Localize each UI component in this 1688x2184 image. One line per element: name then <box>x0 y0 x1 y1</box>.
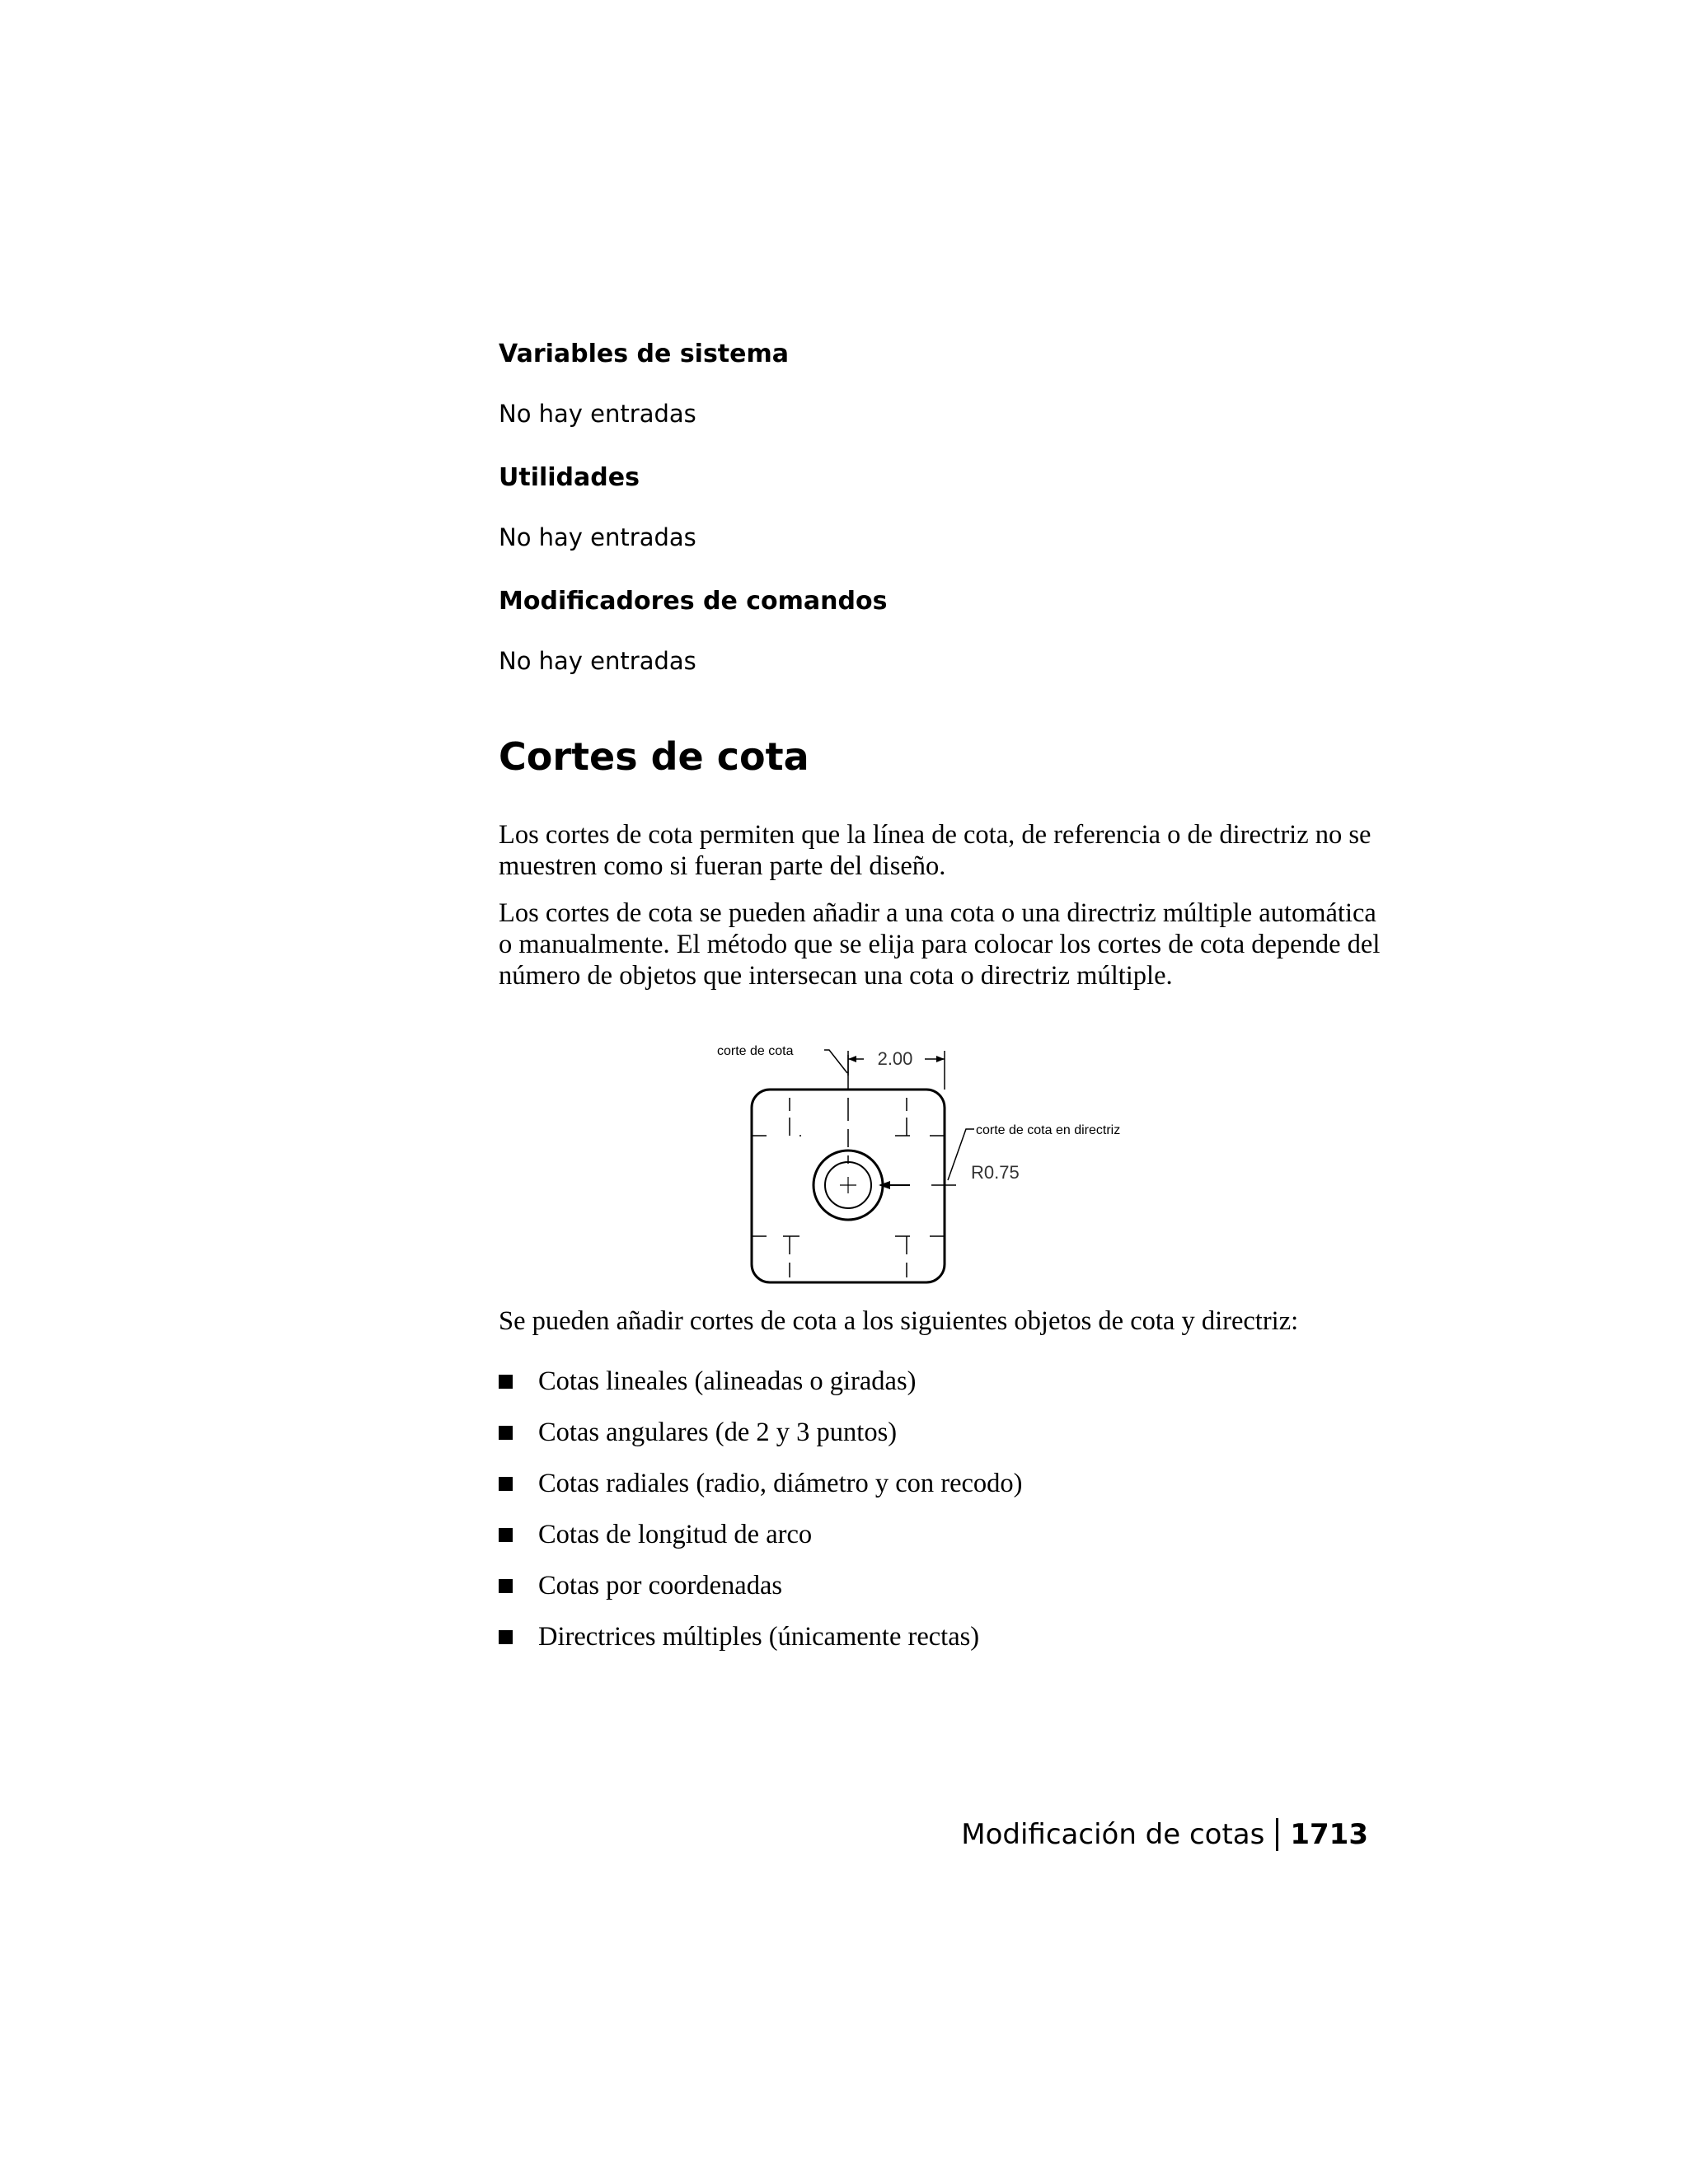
list-intro: Se pueden añadir cortes de cota a los siguientes objetos de cota y directriz: <box>499 1306 1299 1336</box>
list-item <box>499 1560 1023 1611</box>
bullet-square-icon <box>499 1579 513 1593</box>
paragraph-methods: Los cortes de cota se pueden añadir a una cota o una directriz múltiple automática o manualmente. El método que se elija para colocar los cortes de cota depende del número de objetos que intersecan una cota o directriz múltiple. <box>499 898 1381 991</box>
dimension-break-figure <box>709 1038 1170 1290</box>
list-item <box>499 1407 1023 1458</box>
page-footer <box>961 1816 1368 1853</box>
label-leader-break: corte de cota en directriz <box>976 1123 1121 1137</box>
list-item <box>499 1509 1023 1560</box>
section-text-modificadores: No hay entradas <box>499 647 696 675</box>
section-heading-modificadores: Modificadores de comandos <box>499 587 888 616</box>
label-dimension-break: corte de cota <box>717 1044 794 1058</box>
section-heading-utilidades: Utilidades <box>499 463 640 492</box>
list-item <box>499 1458 1023 1509</box>
list-item <box>499 1356 1023 1407</box>
page-title: Cortes de cota <box>499 734 809 779</box>
list-item-text: Cotas radiales (radio, diámetro y con recodo) <box>538 1468 1023 1498</box>
bullet-square-icon <box>499 1375 513 1389</box>
list-item-text: Cotas de longitud de arco <box>538 1519 813 1549</box>
list-item-text: Cotas lineales (alineadas o giradas) <box>538 1366 917 1396</box>
footer-chapter-title: Modificación de cotas <box>961 1818 1265 1851</box>
page-number: 1713 <box>1290 1818 1368 1851</box>
list-item <box>499 1611 1023 1662</box>
paragraph-intro: Los cortes de cota permiten que la línea de cota, de referencia o de directriz no se muestren como si fueran parte del diseño. <box>499 820 1372 881</box>
list-item-text: Directrices múltiples (únicamente rectas) <box>538 1621 980 1652</box>
label-radius: R0.75 <box>971 1162 1020 1183</box>
section-heading-variables: Variables de sistema <box>499 340 790 368</box>
bullet-square-icon <box>499 1477 513 1491</box>
section-text-utilidades: No hay entradas <box>499 523 696 551</box>
figure-drawing <box>709 1038 1170 1290</box>
bullet-square-icon <box>499 1528 513 1542</box>
bullet-square-icon <box>499 1426 513 1440</box>
footer-separator <box>1276 1818 1278 1851</box>
section-text-variables: No hay entradas <box>499 400 696 428</box>
list-item-text: Cotas por coordenadas <box>538 1570 783 1601</box>
label-dimension-value: 2.00 <box>877 1048 913 1069</box>
list-item-text: Cotas angulares (de 2 y 3 puntos) <box>538 1417 898 1447</box>
object-type-list <box>499 1356 1023 1662</box>
bullet-square-icon <box>499 1630 513 1644</box>
